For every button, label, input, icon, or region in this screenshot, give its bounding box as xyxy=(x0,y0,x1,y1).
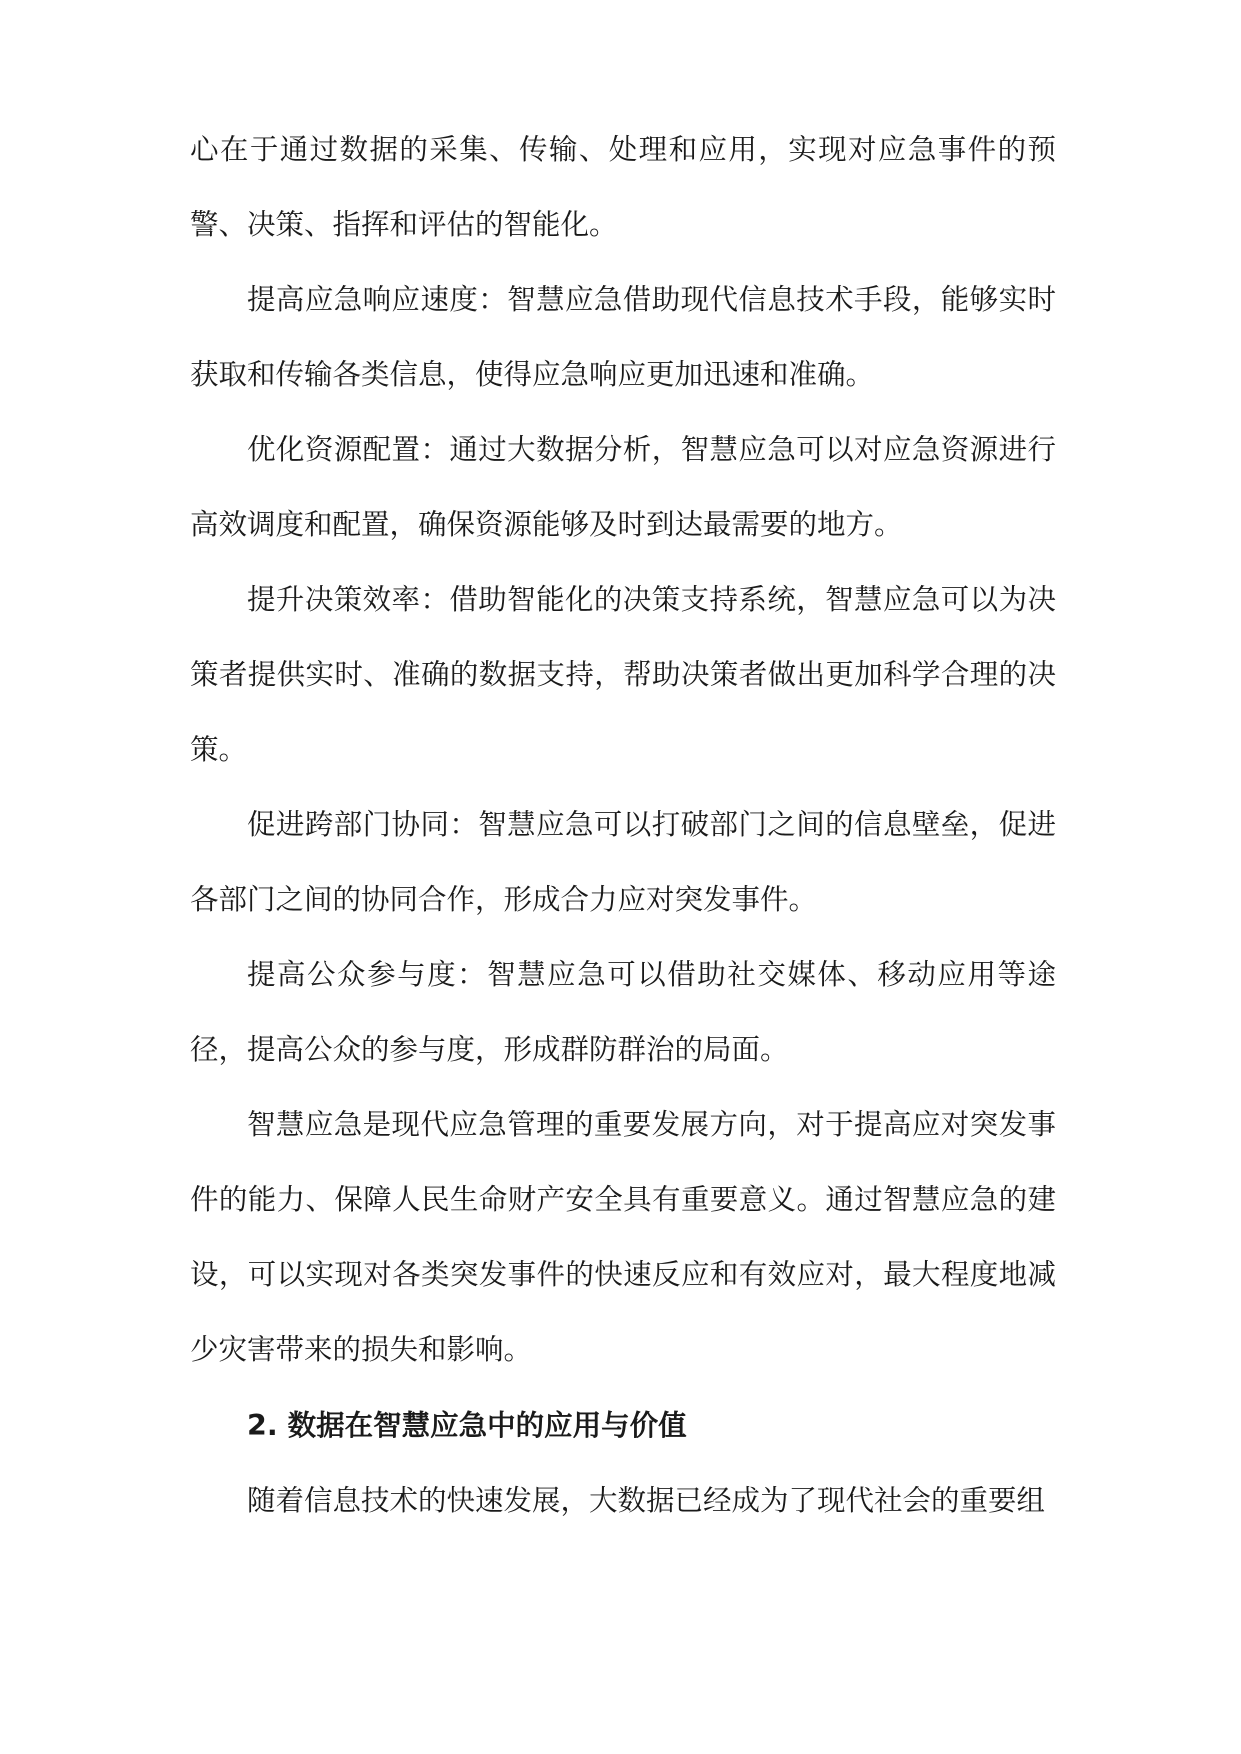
paragraph-big-data-intro: 随着信息技术的快速发展，大数据已经成为了现代社会的重要组 xyxy=(247,1484,1046,1517)
paragraph-public-participation: 提高公众参与度：智慧应急可以借助社交媒体、移动应用等途径，提高公众的参与度，形成群防群治的局面。 xyxy=(190,958,1056,1066)
paragraph-continued: 心在于通过数据的采集、传输、处理和应用，实现对应急事件的预警、决策、指挥和评估的智能化。 xyxy=(190,133,1056,241)
paragraph-cross-department: 促进跨部门协同：智慧应急可以打破部门之间的信息壁垒，促进各部门之间的协同合作，形成合力应对突发事件。 xyxy=(190,808,1056,916)
paragraph-response-speed: 提高应急响应速度：智慧应急借助现代信息技术手段，能够实时获取和传输各类信息，使得应急响应更加迅速和准确。 xyxy=(190,283,1056,391)
paragraph-resource-allocation: 优化资源配置：通过大数据分析，智慧应急可以对应急资源进行高效调度和配置，确保资源能够及时到达最需要的地方。 xyxy=(190,433,1056,541)
paragraph-decision-efficiency: 提升决策效率：借助智能化的决策支持系统，智慧应急可以为决策者提供实时、准确的数据支持，帮助决策者做出更加科学合理的决策。 xyxy=(190,583,1056,766)
paragraph-summary: 智慧应急是现代应急管理的重要发展方向，对于提高应对突发事件的能力、保障人民生命财产安全具有重要意义。通过智慧应急的建设，可以实现对各类突发事件的快速反应和有效应对，最大程度地减少灾害带来的损失和影响。 xyxy=(190,1108,1056,1366)
section-heading: 2. 数据在智慧应急中的应用与价值 xyxy=(247,1409,687,1442)
